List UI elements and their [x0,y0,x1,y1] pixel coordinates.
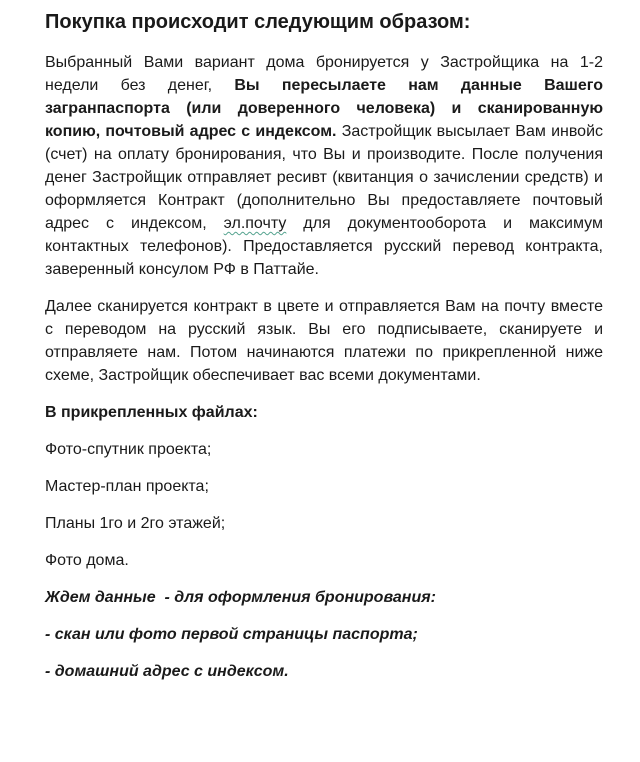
paragraph-booking-process [45,51,603,281]
request-data-heading: Ждем данные - для оформления бронирования: [45,589,436,606]
attachment-item-master-plan: Мастер-план проекта; [45,478,209,495]
request-item-home-address: - домашний адрес с индексом. [45,663,289,680]
attachment-item-floor-plans: Планы 1го и 2го этажей; [45,515,226,532]
attachments-heading: В прикрепленных файлах: [45,404,258,421]
request-item-passport-scan: - скан или фото первой страницы паспорта; [45,626,418,643]
paragraph-booking-bold-passport-data: Вы пересылаете нам данные Вашего загранпаспорта (или доверенного человека) и сканированную копию, почтовый адрес с индексом. [45,77,604,140]
spellcheck-underlined-word: эл.почту [223,215,287,232]
paragraph-booking-text-end: для документооборота и максимум контактных телефонов). Предоставляется русский перевод контракта, заверенный консулом РФ в Паттайе. [45,215,603,278]
attachment-item-house-photo: Фото дома. [45,552,129,569]
attachment-item-satellite-photo: Фото-спутник проекта; [45,441,212,458]
paragraph-booking-text-middle: Застройщик высылает Вам инвойс (счет) на оплату бронирования, что Вы и производите. После получения денег Застройщик отправляет ресивт (квитанция о зачислении средств) и оформляется Контракт (дополнительно Вы предоставляете почтовый адрес с индексом, [45,123,603,232]
document-title: Покупка происходит следующим образом: [45,11,471,33]
paragraph-contract-signing: Далее сканируется контракт в цвете и отправляется Вам на почту вместе с переводом на русский язык. Вы его подписываете, сканируете и отправляете нам. Потом начинаются платежи по прикрепленной ниже схеме, Застройщик обеспечивает вас всеми документами. [45,298,603,384]
paragraph-booking-text-start: Выбранный Вами вариант дома бронируется у Застройщика на 1-2 недели без денег, [45,54,603,94]
